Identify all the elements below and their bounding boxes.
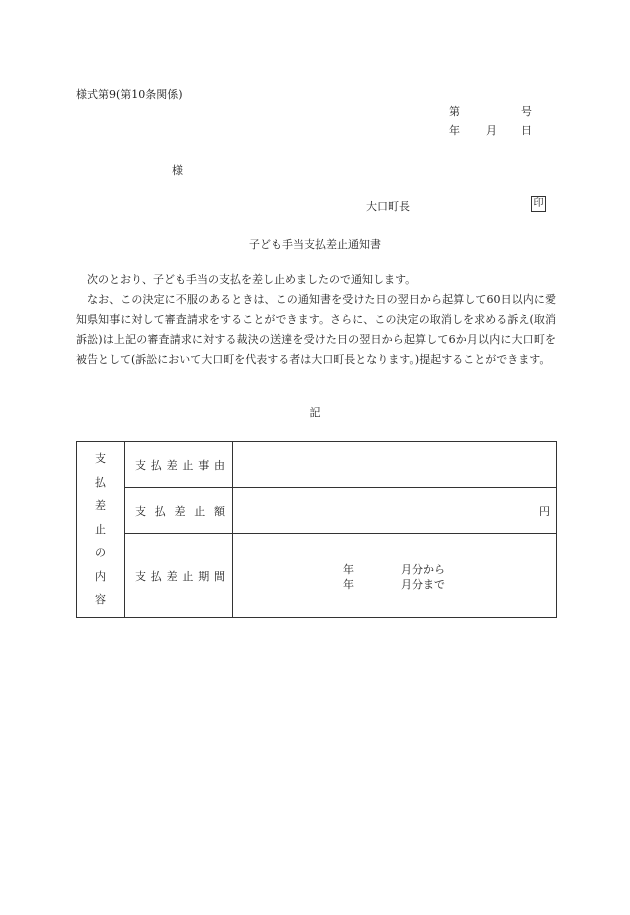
side-label-char: 内: [95, 569, 106, 583]
reason-value-cell[interactable]: [233, 442, 557, 488]
period-label: 支 払 差 止 期 間: [135, 569, 225, 583]
notice-body: [76, 270, 556, 370]
suspension-details-table: [76, 441, 557, 618]
side-label-char: の: [95, 546, 106, 560]
side-label-char: 止: [95, 522, 106, 536]
table-row: [77, 442, 557, 488]
date-year-label: 年: [449, 124, 460, 137]
period-label-cell: [125, 534, 233, 618]
date-month-label: 月: [486, 124, 497, 137]
side-label-char: 容: [95, 593, 106, 607]
table-row: [77, 488, 557, 534]
seal-stamp: 印: [531, 196, 546, 212]
table-row: [77, 534, 557, 618]
form-number-label: 様式第9(第10条関係): [76, 88, 183, 101]
side-label-char: 払: [95, 475, 106, 489]
sender-title: 大口町長: [366, 200, 410, 213]
period-value-cell[interactable]: [233, 534, 557, 618]
document-title: 子ども手当支払差止通知書: [249, 238, 381, 251]
side-label-cell: [77, 442, 125, 618]
body-paragraph-1: 次のとおり、子ども手当の支払を差し止めましたので通知します。: [87, 273, 417, 286]
ki-heading: 記: [309, 406, 321, 419]
period-from-month: 月分から: [401, 562, 445, 576]
amount-value-cell[interactable]: [233, 488, 557, 534]
side-label-char: 差: [95, 499, 106, 513]
document-number-prefix: 第: [449, 105, 460, 118]
amount-label-cell: [125, 488, 233, 534]
reason-label: 支 払 差 止 事 由: [135, 458, 225, 472]
reason-label-cell: [125, 442, 233, 488]
date-day-label: 日: [521, 124, 532, 137]
period-to-month: 月分まで: [401, 577, 445, 591]
period-to-year: 年: [343, 577, 354, 591]
period-from-year: 年: [343, 562, 354, 576]
addressee-honorific: 様: [172, 164, 183, 177]
yen-unit: 円: [539, 504, 550, 518]
amount-label: 支 払 差 止 額: [135, 504, 225, 518]
side-label-char: 支: [95, 452, 106, 466]
period-range: [233, 561, 556, 591]
document-number-suffix: 号: [521, 105, 532, 118]
body-paragraph-2: なお、この決定に不服のあるときは、この通知書を受けた日の翌日から起算して60日以内に愛知県知事に対して審査請求をすることができます。さらに、この決定の取消しを求める訴え(取消訴訟)は上記の審査請求に対する裁決の送達を受けた日の翌日から起算して6か月以内に大口町を被告として(訴訟において大口町を代表する者は大口町長となります。)提起することができます。: [76, 293, 556, 366]
